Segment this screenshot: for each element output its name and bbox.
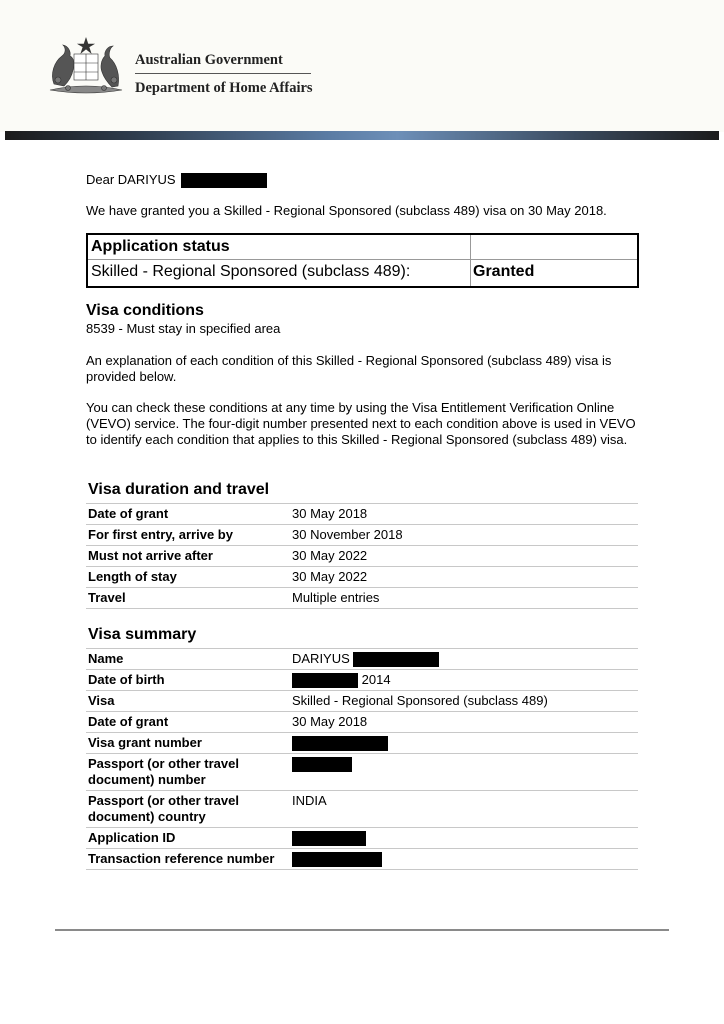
duration-travel-table [86,503,638,609]
visa-summary-title: Visa summary [88,626,197,643]
table-row [86,649,638,670]
row-value [290,649,638,670]
redaction-passport-number [292,757,352,772]
conditions-explanation: An explanation of each condition of this Skilled - Regional Sponsored (subclass 489) visa is provided below. [86,353,612,384]
row-value [290,754,638,791]
table-row [86,733,638,754]
row-label: Transaction reference number [86,849,290,870]
redaction-grant-number [292,736,388,751]
header-color-bar [5,131,719,140]
row-label: For first entry, arrive by [86,525,290,546]
row-label: Date of grant [86,712,290,733]
redaction-surname [353,652,439,667]
row-value [290,828,638,849]
table-row [86,670,638,691]
status-row-divider [88,259,637,260]
row-label: Passport (or other travel document) country [86,791,290,828]
visa-summary-table [86,648,638,870]
table-row [86,525,638,546]
row-value: 30 May 2018 [290,504,638,525]
row-label: Name [86,649,290,670]
coat-of-arms-icon [44,34,128,98]
row-value [290,849,638,870]
org-name: Australian Government [135,52,283,68]
status-value: Granted [473,263,535,280]
row-value: 30 May 2022 [290,546,638,567]
row-value: 30 May 2018 [290,712,638,733]
row-label: Date of birth [86,670,290,691]
redaction-surname [181,173,267,188]
department-name: Department of Home Affairs [135,80,313,96]
row-value [290,670,638,691]
status-visa-name: Skilled - Regional Sponsored (subclass 489): [91,263,411,280]
status-column-divider [470,235,471,286]
visa-conditions-title: Visa conditions [86,302,204,319]
table-row [86,712,638,733]
row-label: Travel [86,588,290,609]
dob-year: 2014 [361,672,391,688]
row-value: 30 November 2018 [290,525,638,546]
condition-item: 8539 - Must stay in specified area [86,321,281,336]
table-row [86,567,638,588]
table-row [86,828,638,849]
row-label: Visa grant number [86,733,290,754]
row-value: Skilled - Regional Sponsored (subclass 489) [290,691,638,712]
table-row [86,691,638,712]
row-value: INDIA [290,791,638,828]
redaction-transaction-number [292,852,382,867]
letterhead [0,0,724,132]
row-label: Must not arrive after [86,546,290,567]
status-title: Application status [91,238,230,255]
salutation [86,172,267,188]
name-value: DARIYUS [292,651,350,666]
vevo-note: You can check these conditions at any time by using the Visa Entitlement Verification Online (VEVO) service. The four-digit number presented next to each condition above is used in VEVO to identify each condition that applies to this Skilled - Regional Sponsored (subclass 489) visa. [86,400,636,447]
row-label: Application ID [86,828,290,849]
row-label: Date of grant [86,504,290,525]
duration-travel-title: Visa duration and travel [88,481,270,498]
row-value: 30 May 2022 [290,567,638,588]
table-row [86,588,638,609]
table-row [86,504,638,525]
redaction-application-id [292,831,366,846]
row-label: Length of stay [86,567,290,588]
row-label: Visa [86,691,290,712]
table-row [86,791,638,828]
granted-sentence: We have granted you a Skilled - Regional Sponsored (subclass 489) visa on 30 May 2018. [86,203,607,218]
application-status-box [86,233,639,288]
redaction-birth-date [292,673,358,688]
row-value [290,733,638,754]
table-row [86,849,638,870]
row-value: Multiple entries [290,588,638,609]
table-row [86,754,638,791]
footer-divider [55,929,669,931]
table-row [86,546,638,567]
row-label: Passport (or other travel document) number [86,754,290,791]
salutation-text: Dear DARIYUS [86,172,176,187]
letterhead-divider [135,73,311,74]
